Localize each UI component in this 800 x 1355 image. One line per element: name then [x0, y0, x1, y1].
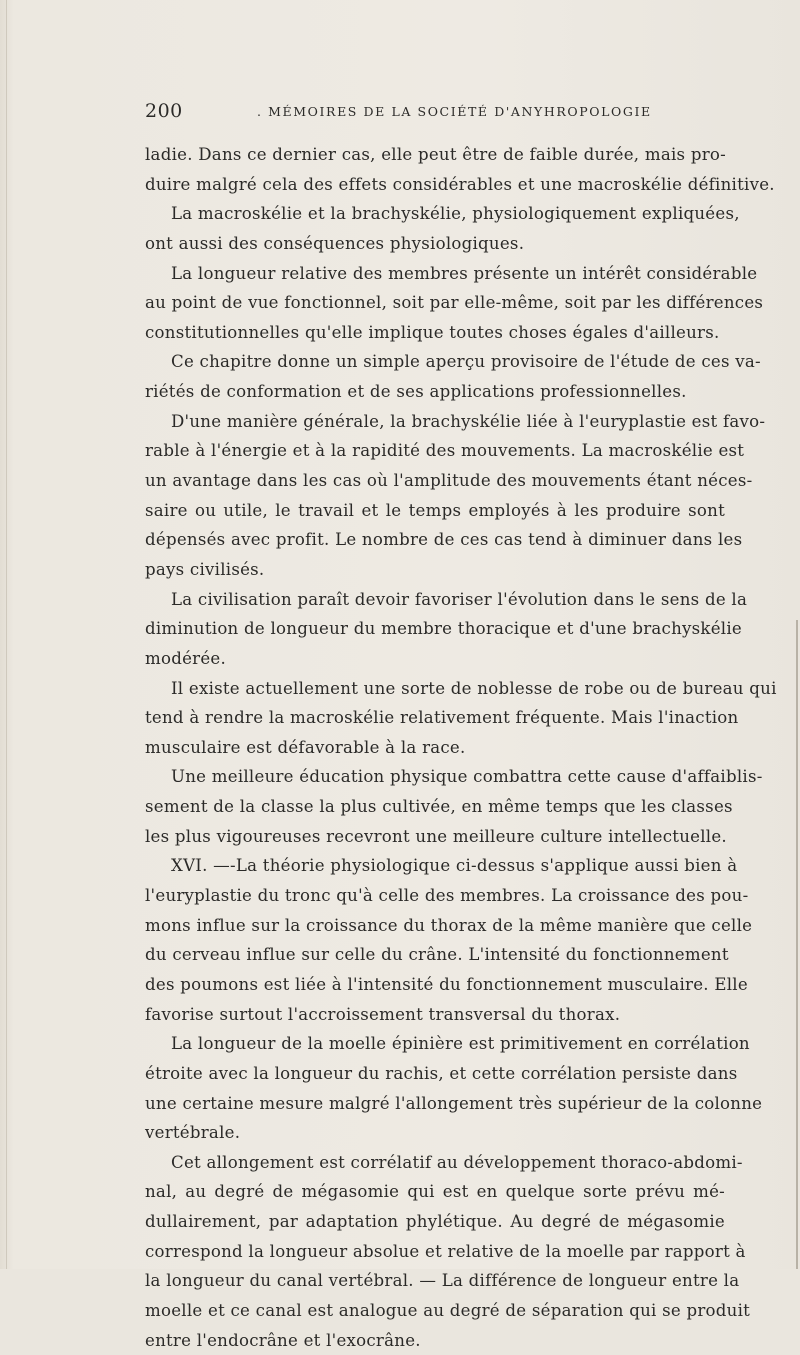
text-line: ladie. Dans ce dernier cas, elle peut être de faible durée, mais pro-	[145, 145, 726, 164]
text-line: La longueur de la moelle épinière est primitivement en corrélation	[171, 1034, 750, 1054]
text-line: modérée.	[145, 648, 227, 668]
text-line: duire malgré cela des effets considérables et une macroskélie définitive.	[145, 174, 775, 194]
text-line: un avantage dans les cas où l'amplitude des mouvements étant néces-	[145, 471, 753, 491]
text-line: vertébrale.	[145, 1123, 241, 1143]
text-line: musculaire est défavorable à la race.	[145, 737, 466, 757]
running-title: . MÉMOIRES DE LA SOCIÉTÉ D'ANYHROPOLOGIE	[257, 104, 652, 119]
text-line: constitutionnelles qu'elle implique toutes choses égales d'ailleurs.	[145, 322, 720, 342]
text-line: nal, au degré de mégasomie qui est en quelque sorte prévu mé-	[145, 1182, 725, 1202]
text-line: dullairement, par adaptation phylétique. Au degré de mégasomie	[145, 1212, 725, 1232]
body-text	[145, 140, 777, 1355]
text-line: D'une manière générale, la brachyskélie liée à l'euryplastie est favo-	[171, 411, 766, 431]
text-line: dépensés avec profit. Le nombre de ces cas tend à diminuer dans les	[145, 530, 743, 550]
page-header	[145, 100, 725, 124]
text-line: moelle et ce canal est analogue au degré de séparation qui se produit	[145, 1300, 751, 1320]
text-line: Ce chapitre donne un simple aperçu provisoire de l'étude de ces va-	[171, 352, 761, 372]
text-line: XVI. —-La théorie physiologique ci-dessus s'applique aussi bien à	[171, 856, 738, 876]
text-line: Il existe actuellement une sorte de noblesse de robe ou de bureau qui	[171, 678, 777, 698]
page-right-edge	[796, 620, 798, 1269]
text-line: correspond la longueur absolue et relative de la moelle par rapport à	[145, 1241, 746, 1261]
text-line: tend à rendre la macroskélie relativement fréquente. Mais l'inaction	[145, 708, 739, 728]
text-line: ont aussi des conséquences physiologiques.	[145, 233, 525, 253]
text-line: étroite avec la longueur du rachis, et cette corrélation persiste dans	[145, 1063, 738, 1083]
text-line: diminution de longueur du membre thoracique et d'une brachyskélie	[145, 619, 742, 639]
text-line: entre l'endocrâne et l'exocrâne.	[145, 1330, 421, 1350]
text-line: les plus vigoureuses recevront une meilleure culture intellectuelle.	[145, 826, 727, 846]
text-line: une certaine mesure malgré l'allongement très supérieur de la colonne	[145, 1093, 763, 1113]
text-line: sement de la classe la plus cultivée, en même temps que les classes	[145, 797, 733, 817]
text-line: favorise surtout l'accroissement transversal du thorax.	[145, 1004, 621, 1024]
text-line: La civilisation paraît devoir favoriser l'évolution dans le sens de la	[171, 589, 748, 609]
text-line: La macroskélie et la brachyskélie, physiologiquement expliquées,	[171, 204, 740, 224]
page-left-edge	[6, 0, 7, 1269]
text-line: du cerveau influe sur celle du crâne. L'intensité du fonctionnement	[145, 945, 729, 965]
text-line: saire ou utile, le travail et le temps employés à les produire sont	[145, 500, 725, 520]
text-line: l'euryplastie du tronc qu'à celle des membres. La croissance des pou-	[145, 886, 749, 906]
text-line: des poumons est liée à l'intensité du fonctionnement musculaire. Elle	[145, 974, 748, 994]
text-line: la longueur du canal vertébral. — La différence de longueur entre la	[145, 1271, 740, 1291]
text-line: au point de vue fonctionnel, soit par elle-même, soit par les différences	[145, 293, 764, 313]
text-line: Cet allongement est corrélatif au développement thoraco-abdomi-	[171, 1152, 743, 1172]
text-line: Une meilleure éducation physique combattra cette cause d'affaiblis-	[171, 767, 763, 787]
page-number: 200	[145, 100, 183, 122]
text-line: mons influe sur la croissance du thorax de la même manière que celle	[145, 915, 753, 935]
text-line: rable à l'énergie et à la rapidité des mouvements. La macroskélie est	[145, 441, 745, 461]
text-line: La longueur relative des membres présente un intérêt considérable	[171, 263, 758, 283]
text-line: riétés de conformation et de ses applications professionnelles.	[145, 382, 687, 402]
text-line: pays civilisés.	[145, 559, 265, 579]
